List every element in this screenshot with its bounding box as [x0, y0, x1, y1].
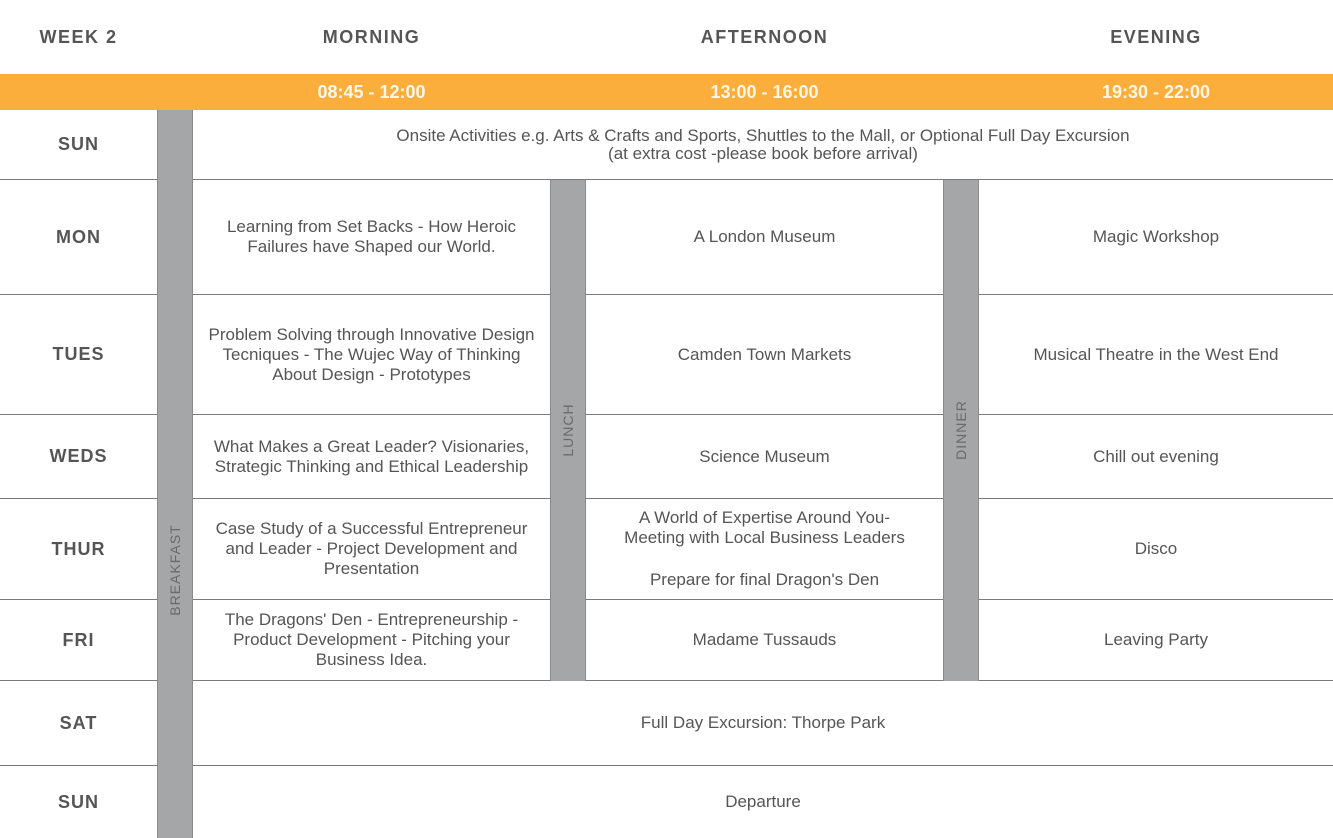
activity-note: (at extra cost -please book before arrival) — [608, 143, 918, 163]
activity-cell-sun — [193, 110, 1333, 179]
activity-cell-morning: Learning from Set Backs - How Heroic Failures have Shaped our World. — [226, 217, 517, 256]
activity-text: A World of Expertise Around You- Meeting with Local Business Leaders — [624, 508, 905, 547]
activity-cell-evening: Musical Theatre in the West End — [1033, 344, 1279, 364]
lunch-label: LUNCH — [560, 403, 576, 457]
time-afternoon: 13:00 - 16:00 — [710, 81, 819, 102]
activity-cell-evening: Disco — [1134, 539, 1178, 558]
week-label: WEEK 2 — [39, 26, 118, 47]
activity-cell-sun-departure: Departure — [725, 792, 801, 811]
day-label: THUR — [51, 538, 106, 559]
activity-cell-afternoon: Science Museum — [699, 446, 830, 466]
day-label: TUES — [52, 344, 105, 364]
day-label: FRI — [62, 629, 95, 650]
activity-cell-morning: What Makes a Great Leader? Visionaries, Strategic Thinking and Ethical Leadership — [213, 436, 530, 476]
breakfast-bar — [157, 110, 193, 838]
activity-cell-morning: The Dragons' Den - Entrepreneurship - Product Development - Pitching your Business Idea. — [224, 610, 519, 669]
activity-cell-afternoon — [586, 499, 943, 599]
column-header-evening: EVENING — [1110, 26, 1202, 47]
activity-cell-sat: Full Day Excursion: Thorpe Park — [640, 713, 886, 732]
activity-cell-evening: Chill out evening — [1093, 446, 1219, 466]
day-label: WEDS — [49, 446, 108, 466]
time-evening: 19:30 - 22:00 — [1101, 81, 1211, 102]
day-label: SUN — [57, 134, 99, 154]
activity-cell-afternoon: Camden Town Markets — [677, 344, 852, 364]
lunch-bar — [550, 180, 586, 681]
activity-cell-afternoon: A London Museum — [693, 227, 836, 246]
activity-cell-morning: Problem Solving through Innovative Design Tecniques - The Wujec Way of Thinking About Design - Prototypes — [208, 324, 535, 384]
activity-cell-morning: Case Study of a Successful Entrepreneur and Leader - Project Development and Presentation — [215, 519, 528, 578]
breakfast-label: BREAKFAST — [167, 524, 183, 616]
activity-cell-evening: Magic Workshop — [1092, 227, 1220, 246]
column-header-afternoon: AFTERNOON — [700, 26, 829, 47]
dinner-bar — [943, 180, 979, 681]
activity-text: Prepare for final Dragon's Den — [649, 570, 880, 589]
time-morning: 08:45 - 12:00 — [317, 81, 426, 102]
day-label: SAT — [59, 712, 98, 733]
activity-cell-evening: Leaving Party — [1104, 630, 1208, 649]
activity-cell-afternoon: Madame Tussauds — [692, 630, 837, 649]
column-header-morning: MORNING — [322, 26, 421, 47]
activity-text: Onsite Activities e.g. Arts & Crafts and Sports, Shuttles to the Mall, or Optional Full Day Excursion — [396, 125, 1130, 145]
day-label: SUN — [57, 791, 99, 812]
day-label: MON — [56, 226, 101, 247]
dinner-label: DINNER — [953, 400, 969, 460]
